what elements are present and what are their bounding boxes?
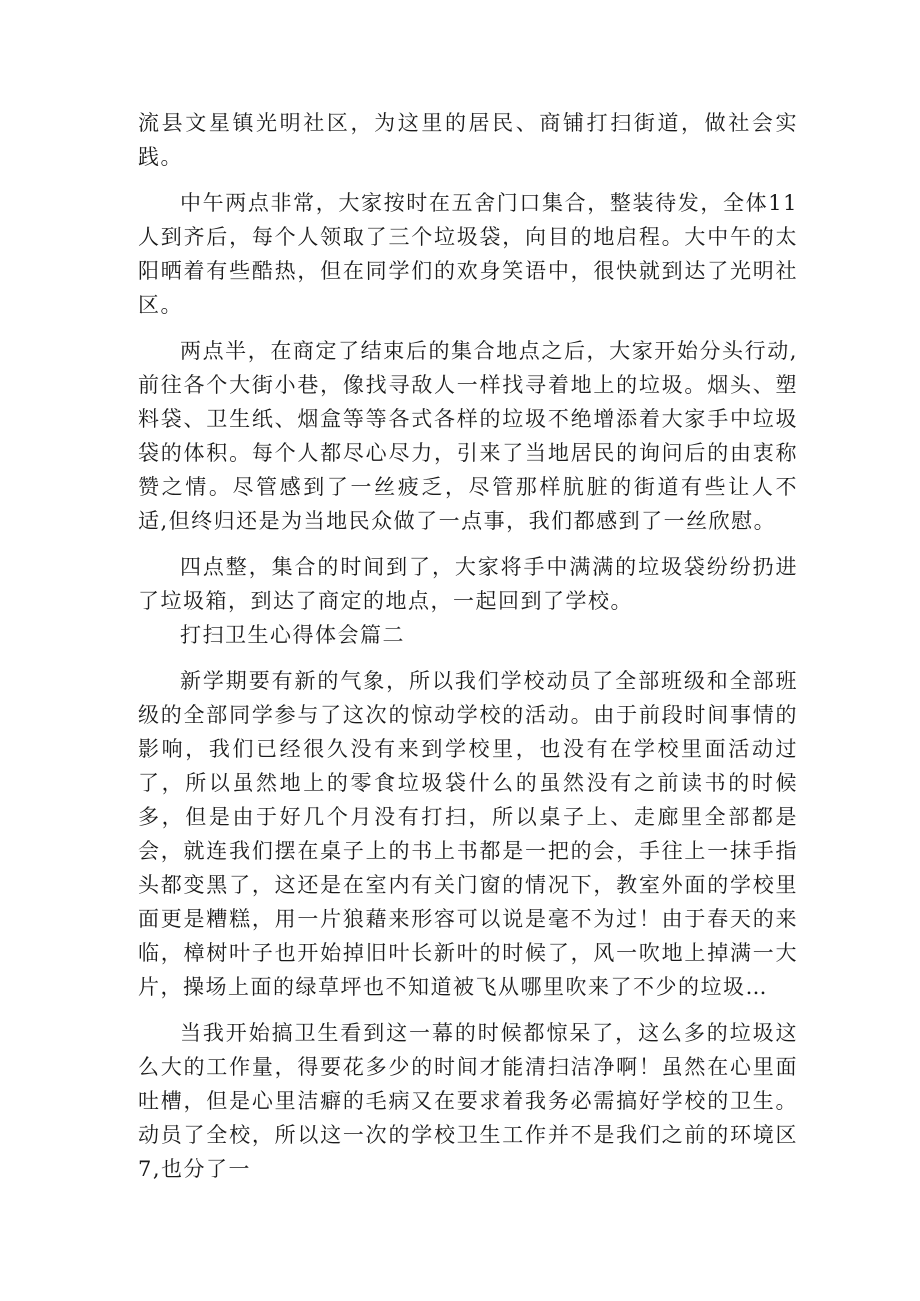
document-body xyxy=(138,106,798,1186)
paragraph-3: 两点半，在商定了结束后的集合地点之后，大家开始分头行动,前往各个大街小巷，像找寻敌人一样找寻着地上的垃圾。烟头、塑料袋、卫生纸、烟盒等等各式各样的垃圾不绝增添着大家手中垃圾袋的体积。每个人都尽心尽力，引来了当地居民的询问后的由衷称赞之情。尽管感到了一丝疲乏，尽管那样肮脏的街道有些让人不适,但终归还是为当地民众做了一点事，我们都感到了一丝欣慰。 xyxy=(138,339,798,533)
paragraph-4: 四点整，集合的时间到了，大家将手中满满的垃圾袋纷纷扔进了垃圾箱，到达了商定的地点，一起回到了学校。 xyxy=(138,555,798,613)
section-heading: 打扫卫生心得体会篇二 xyxy=(180,623,405,647)
paragraph-2: 中午两点非常，大家按时在五舍门口集合，整装待发，全体11人到齐后，每个人领取了三个垃圾袋，向目的地启程。大中午的太阳晒着有些酷热，但在同学们的欢身笑语中，很快就到达了光明社区。 xyxy=(138,191,798,317)
paragraph-1: 流县文星镇光明社区，为这里的居民、商铺打扫街道，做社会实践。 xyxy=(138,111,798,169)
paragraph-6: 当我开始搞卫生看到这一幕的时候都惊呆了，这么多的垃圾这么大的工作量，得要花多少的时间才能清扫洁净啊！虽然在心里面吐槽，但是心里洁癖的毛病又在要求着我务必需搞好学校的卫生。动员了全校，所以这一次的学校卫生工作并不是我们之前的环境区7,也分了一 xyxy=(138,1021,798,1181)
paragraph-5: 新学期要有新的气象，所以我们学校动员了全部班级和全部班级的全部同学参与了这次的惊动学校的活动。由于前段时间事情的影响，我们已经很久没有来到学校里，也没有在学校里面活动过了，所以虽然地上的零食垃圾袋什么的虽然没有之前读书的时候多，但是由于好几个月没有打扫，所以桌子上、走廊里全部都是会，就连我们摆在桌子上的书上书都是一把的会，手往上一抹手指头都变黑了，这还是在室内有关门窗的情况下，教室外面的学校里面更是糟糕，用一片狼藉来形容可以说是毫不为过！由于春天的来临，樟树叶子也开始掉旧叶长新叶的时候了，风一吹地上掉满一大片，操场上面的绿草坪也不知道被飞从哪里吹来了不少的垃圾… xyxy=(138,669,798,999)
